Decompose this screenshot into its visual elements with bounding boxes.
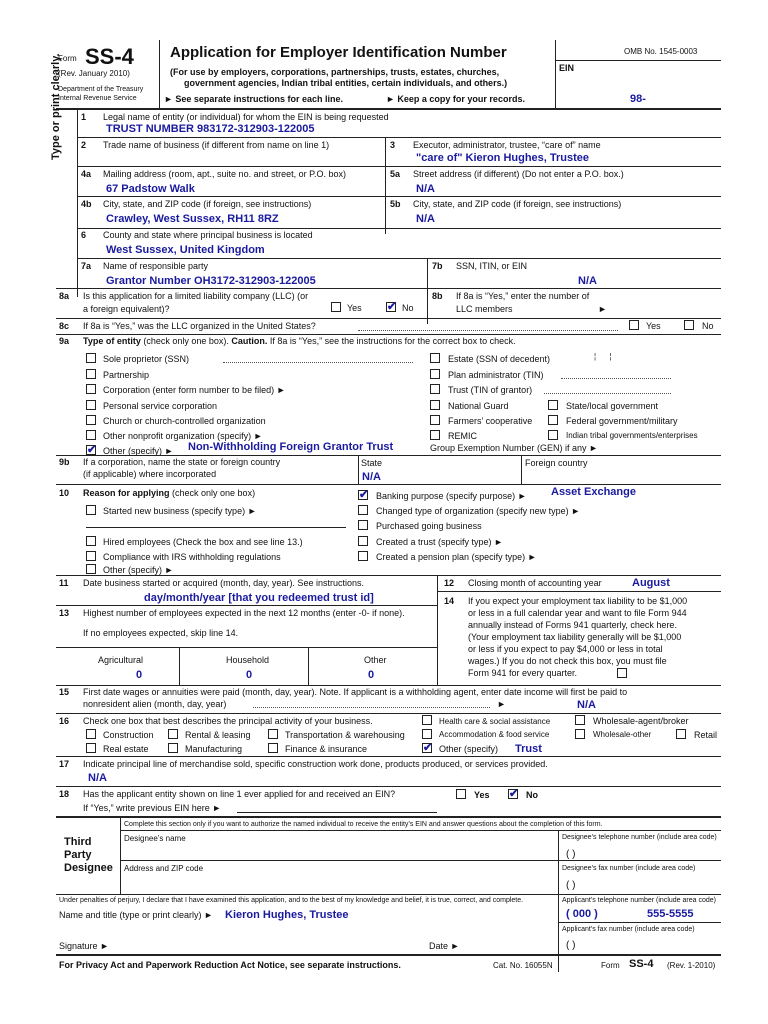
line-8b-num: 8b <box>432 291 443 301</box>
line-7b-num: 7b <box>432 261 443 271</box>
applicant-fax-label: Applicant’s fax number (include area code) <box>562 926 695 933</box>
ein-value[interactable]: 98- <box>630 93 646 105</box>
line-12-value[interactable]: August <box>632 577 670 589</box>
line-1-value[interactable]: TRUST NUMBER 983172-312903-122005 <box>106 123 315 135</box>
16-wholesale-agent-label: Wholesale-agent/broker <box>593 716 689 726</box>
ssn-dash-marks: ¦ ¦ <box>594 352 612 361</box>
privacy-notice: For Privacy Act and Paperwork Reduction Act Notice, see separate instructions. <box>59 960 401 970</box>
line-2-num: 2 <box>81 140 87 150</box>
10-changed-type-label: Changed type of organization (specify new type) ► <box>376 506 581 516</box>
line-5b-label: City, state, and ZIP code (if foreign, see instructions) <box>413 199 622 209</box>
16-other-checkbox[interactable] <box>422 743 432 753</box>
9a-trust-label: Trust (TIN of grantor) <box>448 385 533 395</box>
13-other-label: Other <box>364 655 387 665</box>
line-3-label: Executor, administrator, trustee, “care of” name <box>413 140 601 150</box>
10-pension-plan-checkbox[interactable] <box>358 551 368 561</box>
keep-copy-note: ► Keep a copy for your records. <box>386 94 525 104</box>
9a-partnership-label: Partnership <box>103 370 150 380</box>
16-finance-label: Finance & insurance <box>285 744 368 754</box>
line-8c-no-label: No <box>702 321 714 331</box>
line-14-text-7: Form 941 for every quarter. <box>468 668 578 678</box>
line-14-num: 14 <box>444 596 455 606</box>
10-started-new-business-checkbox[interactable] <box>86 505 96 515</box>
line-8a-label-2: a foreign equivalent)? <box>83 304 170 314</box>
9a-federal-checkbox[interactable] <box>548 415 558 425</box>
line-16-num: 16 <box>59 716 70 726</box>
9a-federal-label: Federal government/military <box>566 416 678 426</box>
16-other-label: Other (specify) <box>439 744 499 754</box>
16-accommodation-label: Accommodation & food service <box>439 730 550 739</box>
9a-personal-service-label: Personal service corporation <box>103 401 218 411</box>
line-8a-num: 8a <box>59 291 70 301</box>
dept-line2: Internal Revenue Service <box>58 95 137 102</box>
line-4a-value[interactable]: 67 Padstow Walk <box>106 183 195 195</box>
16-rental-label: Rental & leasing <box>185 730 251 740</box>
form-number: SS-4 <box>85 44 134 69</box>
third-party-title-3: Designee <box>64 862 113 874</box>
10-purchased-checkbox[interactable] <box>358 520 368 530</box>
18-yes-label: Yes <box>474 790 490 800</box>
line-7b-label: SSN, ITIN, or EIN <box>456 261 528 271</box>
9a-other-label: Other (specify) ► <box>103 446 174 456</box>
9a-church-label: Church or church-controlled organization <box>103 416 266 426</box>
13-other-value[interactable]: 0 <box>368 669 375 681</box>
9a-state-local-label: State/local government <box>566 401 659 411</box>
16-real-estate-checkbox[interactable] <box>86 743 96 753</box>
line-9b-label-1: If a corporation, name the state or foreign country <box>83 457 281 467</box>
9a-partnership-checkbox[interactable] <box>86 369 96 379</box>
16-wholesale-other-label: Wholesale-other <box>593 730 652 739</box>
type-or-print-label: Type or print clearly. <box>50 53 62 160</box>
line-14-text-2: or less in a full calendar year and want to file Form 944 <box>468 608 687 618</box>
footer-form-word: Form <box>601 961 620 970</box>
line-15-value[interactable]: N/A <box>577 699 596 711</box>
16-real-estate-label: Real estate <box>103 744 149 754</box>
18-no-label: No <box>526 790 538 800</box>
line-14-text-6: wages.) If you do not check this box, you must file <box>468 656 667 666</box>
16-health-care-label: Health care & social assistance <box>439 717 551 726</box>
9a-remic-label: REMIC <box>448 431 477 441</box>
line-9b-num: 9b <box>59 457 70 467</box>
line-9b-label-2: (if applicable) where incorporated <box>83 469 217 479</box>
line-14-text-5: or less if you expect to pay $4,000 or less in total <box>468 644 663 654</box>
line-7a-num: 7a <box>81 261 92 271</box>
form-word: Form <box>58 54 77 63</box>
16-construction-checkbox[interactable] <box>86 729 96 739</box>
revision: (Rev. January 2010) <box>58 69 130 78</box>
9a-gen-label: Group Exemption Number (GEN) if any ► <box>430 443 598 453</box>
10-banking-purpose-checkbox[interactable] <box>358 490 368 500</box>
16-other-value[interactable]: Trust <box>515 743 542 755</box>
10-hired-employees-checkbox[interactable] <box>86 536 96 546</box>
10-hired-employees-label: Hired employees (Check the box and see line 13.) <box>103 537 303 547</box>
omb-number: OMB No. 1545-0003 <box>624 47 698 56</box>
10-changed-type-checkbox[interactable] <box>358 505 368 515</box>
designee-phone-label: Designee’s telephone number (include area code) <box>562 834 717 841</box>
line-15-label-2: nonresident alien (month, day, year) <box>83 699 227 709</box>
9a-national-guard-label: National Guard <box>448 401 509 411</box>
10-started-new-business-label: Started new business (specify type) ► <box>103 506 257 516</box>
line-13-num: 13 <box>59 608 70 618</box>
9b-state-label: State <box>361 458 383 468</box>
10-other-checkbox[interactable] <box>86 564 96 574</box>
16-manufacturing-checkbox[interactable] <box>168 743 178 753</box>
10-banking-purpose-value[interactable]: Asset Exchange <box>551 486 636 498</box>
line-8c-yes-checkbox[interactable] <box>629 320 639 330</box>
applicant-phone-label: Applicant’s telephone number (include area code) <box>562 897 716 904</box>
10-purchased-label: Purchased going business <box>376 521 482 531</box>
9a-tribal-label: Indian tribal governments/enterprises <box>566 431 698 440</box>
line-11-num: 11 <box>59 578 69 588</box>
ein-label: EIN <box>559 63 575 73</box>
line-1-num: 1 <box>81 112 87 122</box>
9a-national-guard-checkbox[interactable] <box>430 400 440 410</box>
9a-estate-label: Estate (SSN of decedent) <box>448 354 551 364</box>
line-8c-label: If 8a is “Yes,” was the LLC organized in the United States? <box>83 321 316 331</box>
line-17-label: Indicate principal line of merchandise sold, specific construction work done, products produced, or services provided. <box>83 759 548 769</box>
16-rental-checkbox[interactable] <box>168 729 178 739</box>
13-household-value[interactable]: 0 <box>246 669 253 681</box>
line-11-label: Date business started or acquired (month, day, year). See instructions. <box>83 578 364 588</box>
9a-nonprofit-label: Other nonprofit organization (specify) ► <box>103 431 263 441</box>
instructions-note: ► See separate instructions for each line. <box>164 94 343 104</box>
line-7a-label: Name of responsible party <box>103 261 209 271</box>
line-8a-yes-label: Yes <box>347 303 362 313</box>
line-8c-num: 8c <box>59 321 70 331</box>
9a-tribal-checkbox[interactable] <box>548 430 558 440</box>
9a-other-value[interactable]: Non-Withholding Foreign Grantor Trust <box>188 441 394 453</box>
13-household-label: Household <box>226 655 270 665</box>
line-4a-label: Mailing address (room, apt., suite no. and street, or P.O. box) <box>103 169 346 179</box>
line-4b-value[interactable]: Crawley, West Sussex, RH11 8RZ <box>106 213 279 225</box>
line-15-label-1: First date wages or annuities were paid (month, day, year). Note. If applicant is a withholding agent, enter date income will first be paid to <box>83 687 628 697</box>
16-retail-checkbox[interactable] <box>676 729 686 739</box>
line-5a-label: Street address (if different) (Do not enter a P.O. box.) <box>413 169 624 179</box>
line-11-value[interactable]: day/month/year [that you redeemed trust id] <box>144 592 374 604</box>
line-15-arrow: ► <box>497 699 506 709</box>
10-banking-purpose-label: Banking purpose (specify purpose) ► <box>376 491 527 501</box>
applicant-phone-number[interactable]: 555-5555 <box>647 908 694 920</box>
perjury-statement: Under penalties of perjury, I declare that I have examined this application, and to the best of my knowledge and belief, it is true, correct, and complete. <box>59 897 524 904</box>
13-agricultural-value[interactable]: 0 <box>136 669 143 681</box>
signature-label: Signature ► <box>59 941 109 951</box>
line-1-label: Legal name of entity (or individual) for whom the EIN is being requested <box>103 112 389 122</box>
third-party-title-1: Third <box>64 836 92 848</box>
line-5a-num: 5a <box>390 169 401 179</box>
9a-nonprofit-checkbox[interactable] <box>86 430 96 440</box>
designee-phone-field[interactable]: ( ) <box>566 849 576 860</box>
18-yes-checkbox[interactable] <box>456 789 466 799</box>
16-retail-label: Retail <box>694 730 718 740</box>
9b-country-label: Foreign country <box>525 458 588 468</box>
line-12-label: Closing month of accounting year <box>468 578 602 588</box>
line-8b-arrow: ► <box>598 304 607 314</box>
10-compliance-checkbox[interactable] <box>86 551 96 561</box>
line-5b-value[interactable]: N/A <box>416 213 435 225</box>
16-finance-checkbox[interactable] <box>268 743 278 753</box>
13-agricultural-label: Agricultural <box>98 655 144 665</box>
line-5a-value[interactable]: N/A <box>416 183 435 195</box>
line-6-label: County and state where principal business is located <box>103 230 313 240</box>
name-title-value[interactable]: Kieron Hughes, Trustee <box>225 909 349 921</box>
line-7a-value[interactable]: Grantor Number OH3172-312903-122005 <box>106 275 316 287</box>
dept-line1: Department of the Treasury <box>58 86 144 93</box>
line-3-num: 3 <box>390 140 396 150</box>
footer-revision: (Rev. 1-2010) <box>667 961 716 970</box>
line-9a-num: 9a <box>59 336 70 346</box>
third-party-title-2: Party <box>64 849 92 861</box>
9a-estate-checkbox[interactable] <box>430 353 440 363</box>
line-8a-yes-checkbox[interactable] <box>331 302 341 312</box>
designee-fax-field[interactable]: ( ) <box>566 880 576 891</box>
9a-farmers-coop-label: Farmers’ cooperative <box>448 416 533 426</box>
line-9a-label: Type of entity (check only one box). Caution. If 8a is “Yes,” see the instructions for the correct box to check. <box>83 336 516 346</box>
16-manufacturing-label: Manufacturing <box>185 744 243 754</box>
line-4b-label: City, state, and ZIP code (if foreign, see instructions) <box>103 199 312 209</box>
9a-church-checkbox[interactable] <box>86 415 96 425</box>
16-construction-label: Construction <box>103 730 154 740</box>
form-title: Application for Employer Identification Number <box>170 44 507 61</box>
10-created-trust-label: Created a trust (specify type) ► <box>376 537 503 547</box>
9a-corporation-checkbox[interactable] <box>86 384 96 394</box>
line-18-label-1: Has the applicant entity shown on line 1 ever applied for and received an EIN? <box>83 789 396 799</box>
10-compliance-label: Compliance with IRS withholding regulations <box>103 552 281 562</box>
designee-fax-label: Designee’s fax number (include area code) <box>562 865 696 872</box>
line-18-label-2: If “Yes,” write previous EIN here ► <box>83 803 222 813</box>
10-pension-plan-label: Created a pension plan (specify type) ► <box>376 552 537 562</box>
9b-state-value[interactable]: N/A <box>362 471 381 483</box>
line-15-num: 15 <box>59 687 70 697</box>
9a-sole-proprietor-checkbox[interactable] <box>86 353 96 363</box>
line-8c-no-checkbox[interactable] <box>684 320 694 330</box>
line-10-label: Reason for applying (check only one box) <box>83 488 256 498</box>
line-13-label-2: If no employees expected, skip line 14. <box>83 628 239 638</box>
line-4a-num: 4a <box>81 169 92 179</box>
subtitle-1: (For use by employers, corporations, partnerships, trusts, estates, churches, <box>170 67 500 77</box>
line-13-label: Highest number of employees expected in the next 12 months (enter -0- if none). <box>83 608 405 618</box>
third-party-intro: Complete this section only if you want to authorize the named individual to receive the entity’s EIN and answer questions about the completion of this form. <box>124 821 603 828</box>
line-2-label: Trade name of business (if different from name on line 1) <box>103 140 330 150</box>
9a-plan-admin-label: Plan administrator (TIN) <box>448 370 544 380</box>
line-7b-value[interactable]: N/A <box>578 275 597 287</box>
footer-form-number: SS-4 <box>629 958 654 970</box>
line-8c-yes-label: Yes <box>646 321 661 331</box>
line-17-num: 17 <box>59 759 70 769</box>
9a-other-checkbox[interactable] <box>86 445 96 455</box>
line-14-text-4: (Your employment tax liability generally will be $1,000 <box>468 632 682 642</box>
line-10-num: 10 <box>59 488 70 498</box>
line-6-num: 6 <box>81 230 87 240</box>
line-12-num: 12 <box>444 578 455 588</box>
16-health-care-checkbox[interactable] <box>422 715 432 725</box>
form-page <box>50 40 721 984</box>
9a-remic-checkbox[interactable] <box>430 430 440 440</box>
10-created-trust-checkbox[interactable] <box>358 536 368 546</box>
9a-state-local-checkbox[interactable] <box>548 400 558 410</box>
designee-name-label: Designee’s name <box>124 834 186 843</box>
9a-sole-proprietor-label: Sole proprietor (SSN) <box>103 354 190 364</box>
line-14-text-3: annually instead of Forms 941 quarterly, check here. <box>468 620 677 630</box>
line-4b-num: 4b <box>81 199 92 209</box>
line-18-num: 18 <box>59 789 70 799</box>
subtitle-2: government agencies, Indian tribal entities, certain individuals, and others.) <box>184 78 508 88</box>
line-8a-no-checkbox[interactable] <box>386 302 396 312</box>
16-accommodation-checkbox[interactable] <box>422 729 432 739</box>
line-3-value[interactable]: "care of" Kieron Hughes, Trustee <box>416 152 590 164</box>
10-other-label: Other (specify) ► <box>103 565 174 575</box>
16-wholesale-agent-checkbox[interactable] <box>575 715 585 725</box>
9a-corporation-label: Corporation (enter form number to be filed) ► <box>103 385 286 395</box>
16-wholesale-other-checkbox[interactable] <box>575 729 585 739</box>
line-16-label: Check one box that best describes the principal activity of your business. <box>83 716 373 726</box>
line-8a-label-1: Is this application for a limited liability company (LLC) (or <box>83 291 309 301</box>
name-title-label: Name and title (type or print clearly) ► <box>59 910 213 920</box>
9a-farmers-coop-checkbox[interactable] <box>430 415 440 425</box>
9a-trust-checkbox[interactable] <box>430 384 440 394</box>
date-label: Date ► <box>429 941 460 951</box>
line-8a-no-label: No <box>402 303 414 313</box>
line-14-text-1: If you expect your employment tax liability to be $1,000 <box>468 596 688 606</box>
line-14-checkbox[interactable] <box>617 668 627 678</box>
line-5b-num: 5b <box>390 199 401 209</box>
16-transportation-label: Transportation & warehousing <box>285 730 405 740</box>
18-no-checkbox[interactable] <box>508 789 518 799</box>
applicant-phone-area[interactable]: ( 000 ) <box>566 908 598 920</box>
designee-address-label: Address and ZIP code <box>124 864 204 873</box>
line-6-value[interactable]: West Sussex, United Kingdom <box>106 244 265 256</box>
applicant-fax-field[interactable]: ( ) <box>566 940 576 951</box>
9a-personal-service-checkbox[interactable] <box>86 400 96 410</box>
line-17-value[interactable]: N/A <box>88 772 107 784</box>
catalog-number: Cat. No. 16055N <box>493 961 553 970</box>
9a-plan-admin-checkbox[interactable] <box>430 369 440 379</box>
16-transportation-checkbox[interactable] <box>268 729 278 739</box>
line-8b-label-1: If 8a is “Yes,” enter the number of <box>456 291 590 301</box>
line-8b-label-2: LLC members <box>456 304 513 314</box>
